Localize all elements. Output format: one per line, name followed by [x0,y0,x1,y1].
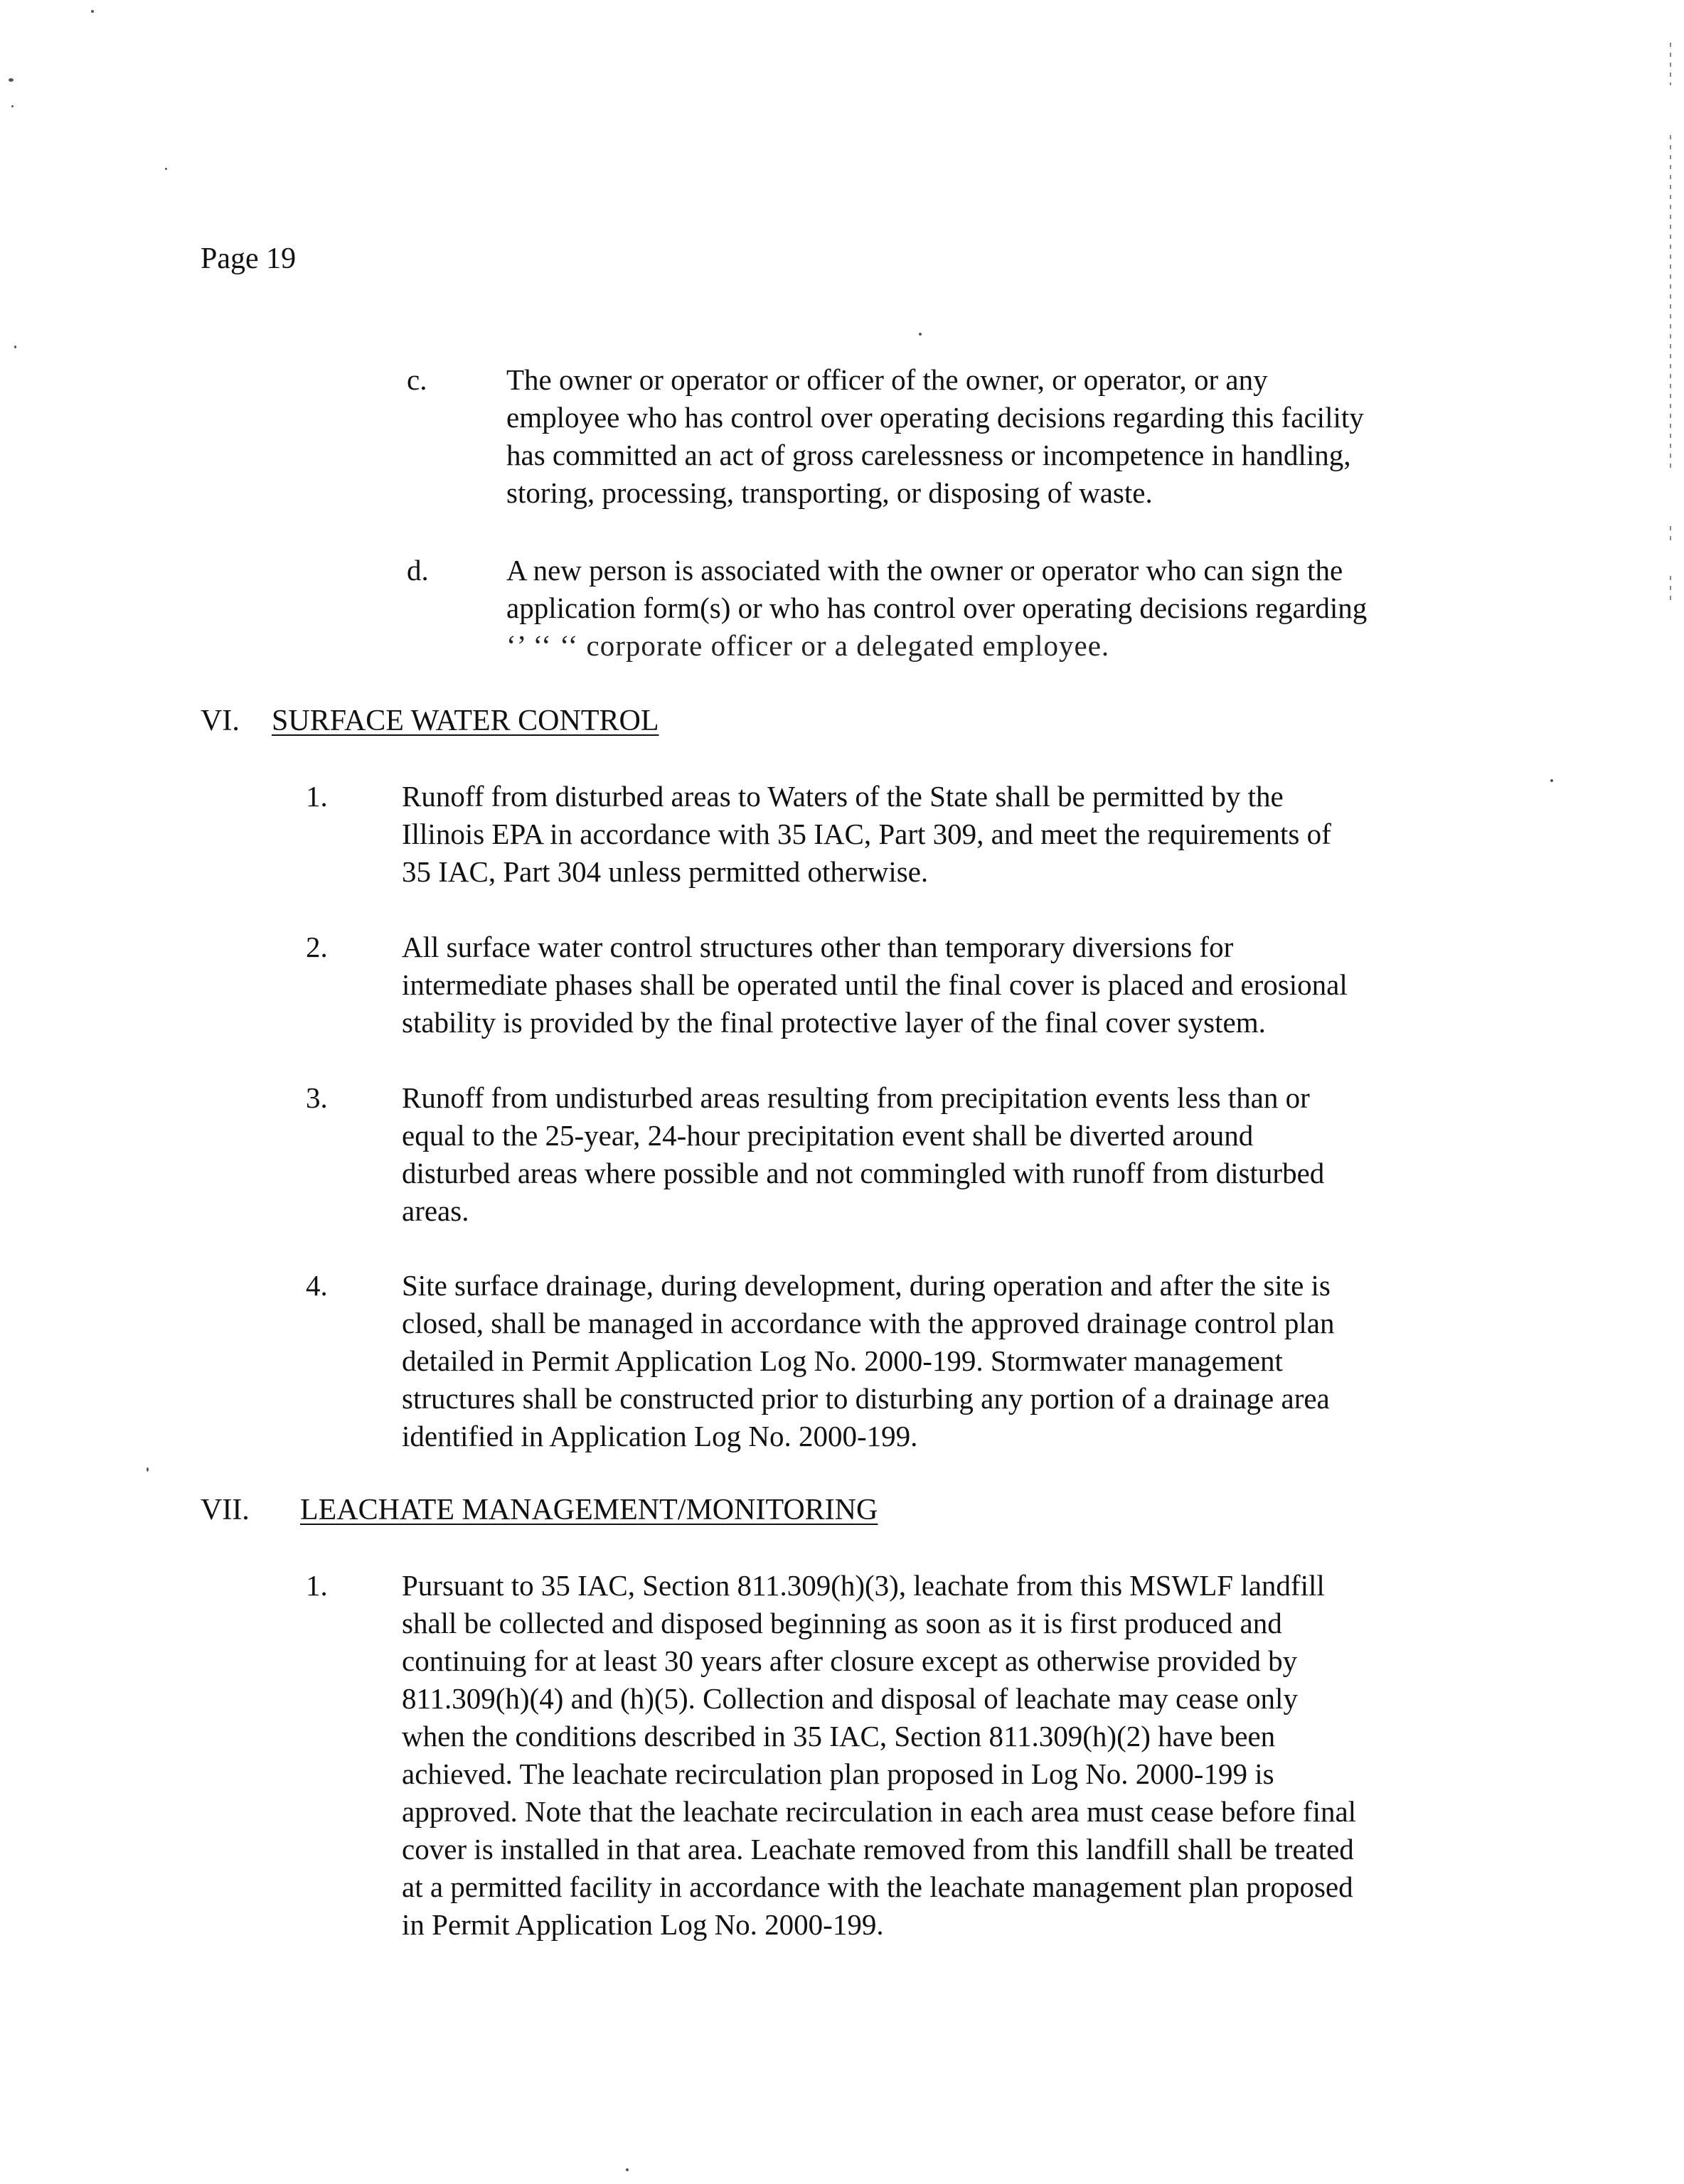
text-line: 811.309(h)(4) and (h)(5). Collection and disposal of leachate may cease only [402,1682,1298,1715]
text-line: stability is provided by the final protective layer of the final cover system. [402,1006,1266,1039]
text-line: intermediate phases shall be operated until the final cover is placed and erosional [402,968,1348,1001]
item-text [402,928,1348,1042]
text-line: at a permitted facility in accordance with the leachate management plan proposed [402,1870,1353,1903]
scan-speck [146,1467,149,1472]
item-marker: 3. [306,1081,328,1114]
scan-speck [9,78,14,82]
text-line: areas. [402,1194,469,1227]
text-line: structures shall be constructed prior to disturbing any portion of a drainage area [402,1382,1330,1415]
text-line: continuing for at least 30 years after closure except as otherwise provided by [402,1644,1298,1677]
text-line: cover is installed in that area. Leachate removed from this landfill shall be treated [402,1833,1354,1866]
text-line: shall be collected and disposed beginning as soon as it is first produced and [402,1607,1282,1639]
item-marker: 1. [306,780,328,813]
text-line: equal to the 25-year, 24-hour precipitation event shall be diverted around [402,1119,1254,1152]
text-line: storing, processing, transporting, or disposing of waste. [506,476,1153,509]
page-number: Page 19 [201,242,297,275]
scan-speck [626,2168,629,2171]
text-line: employee who has control over operating decisions regarding this facility [506,401,1364,434]
text-line: All surface water control structures other than temporary diversions for [402,931,1234,963]
text-line: approved. Note that the leachate recirculation in each area must cease before final [402,1795,1357,1828]
item-text [402,778,1331,891]
scan-edge-mark [1670,43,1671,85]
text-line: has committed an act of gross carelessness or incompetence in handling, [506,439,1351,471]
item-marker: c. [407,363,427,396]
item-text [506,361,1364,512]
item-text [506,552,1367,665]
item-marker: 2. [306,931,328,963]
item-marker: 4. [306,1269,328,1302]
scan-speck [165,168,167,170]
text-line: Runoff from disturbed areas to Waters of the State shall be permitted by the [402,780,1284,813]
text-line: Site surface drainage, during development, during operation and after the site is [402,1269,1331,1302]
text-line: in Permit Application Log No. 2000-199. [402,1908,884,1941]
scan-edge-mark [1670,526,1671,540]
scan-edge-mark [1670,135,1671,469]
text-line: identified in Application Log No. 2000-199. [402,1420,918,1452]
text-line: application form(s) or who has control over operating decisions regarding [506,592,1368,624]
section-number: VII. [201,1494,250,1526]
scan-speck [919,333,922,336]
text-line: disturbed areas where possible and not commingled with runoff from disturbed [402,1157,1325,1189]
text-line: A new person is associated with the owner or operator who can sign the [506,554,1343,587]
item-text [402,1267,1334,1455]
section-title: SURFACE WATER CONTROL [272,705,659,737]
scan-speck [1550,779,1553,782]
scan-speck [91,10,94,13]
text-line: Illinois EPA in accordance with 35 IAC, Part 309, and meet the requirements of [402,818,1331,850]
text-line: Runoff from undisturbed areas resulting from precipitation events less than or [402,1081,1310,1114]
text-line-damaged: ‘’ ‘‘ ‘‘ corporate officer or a delegated employee. [506,629,1110,662]
item-text [402,1567,1356,1944]
text-line: achieved. The leachate recirculation plan proposed in Log No. 2000-199 is [402,1757,1274,1790]
text-line: The owner or operator or officer of the owner, or operator, or any [506,363,1268,396]
item-marker: 1. [306,1569,328,1602]
scan-speck [11,105,14,107]
text-line: 35 IAC, Part 304 unless permitted otherwise. [402,855,929,888]
text-line: Pursuant to 35 IAC, Section 811.309(h)(3), leachate from this MSWLF landfill [402,1569,1325,1602]
text-line: when the conditions described in 35 IAC, Section 811.309(h)(2) have been [402,1720,1276,1752]
text-line: closed, shall be managed in accordance with the approved drainage control plan [402,1307,1335,1339]
scan-speck [14,346,16,348]
item-text [402,1079,1324,1230]
section-title: LEACHATE MANAGEMENT/MONITORING [300,1494,878,1526]
text-line: detailed in Permit Application Log No. 2000-199. Stormwater management [402,1344,1283,1377]
scan-edge-mark [1670,576,1671,604]
section-number: VI. [201,705,240,737]
item-marker: d. [407,554,429,587]
